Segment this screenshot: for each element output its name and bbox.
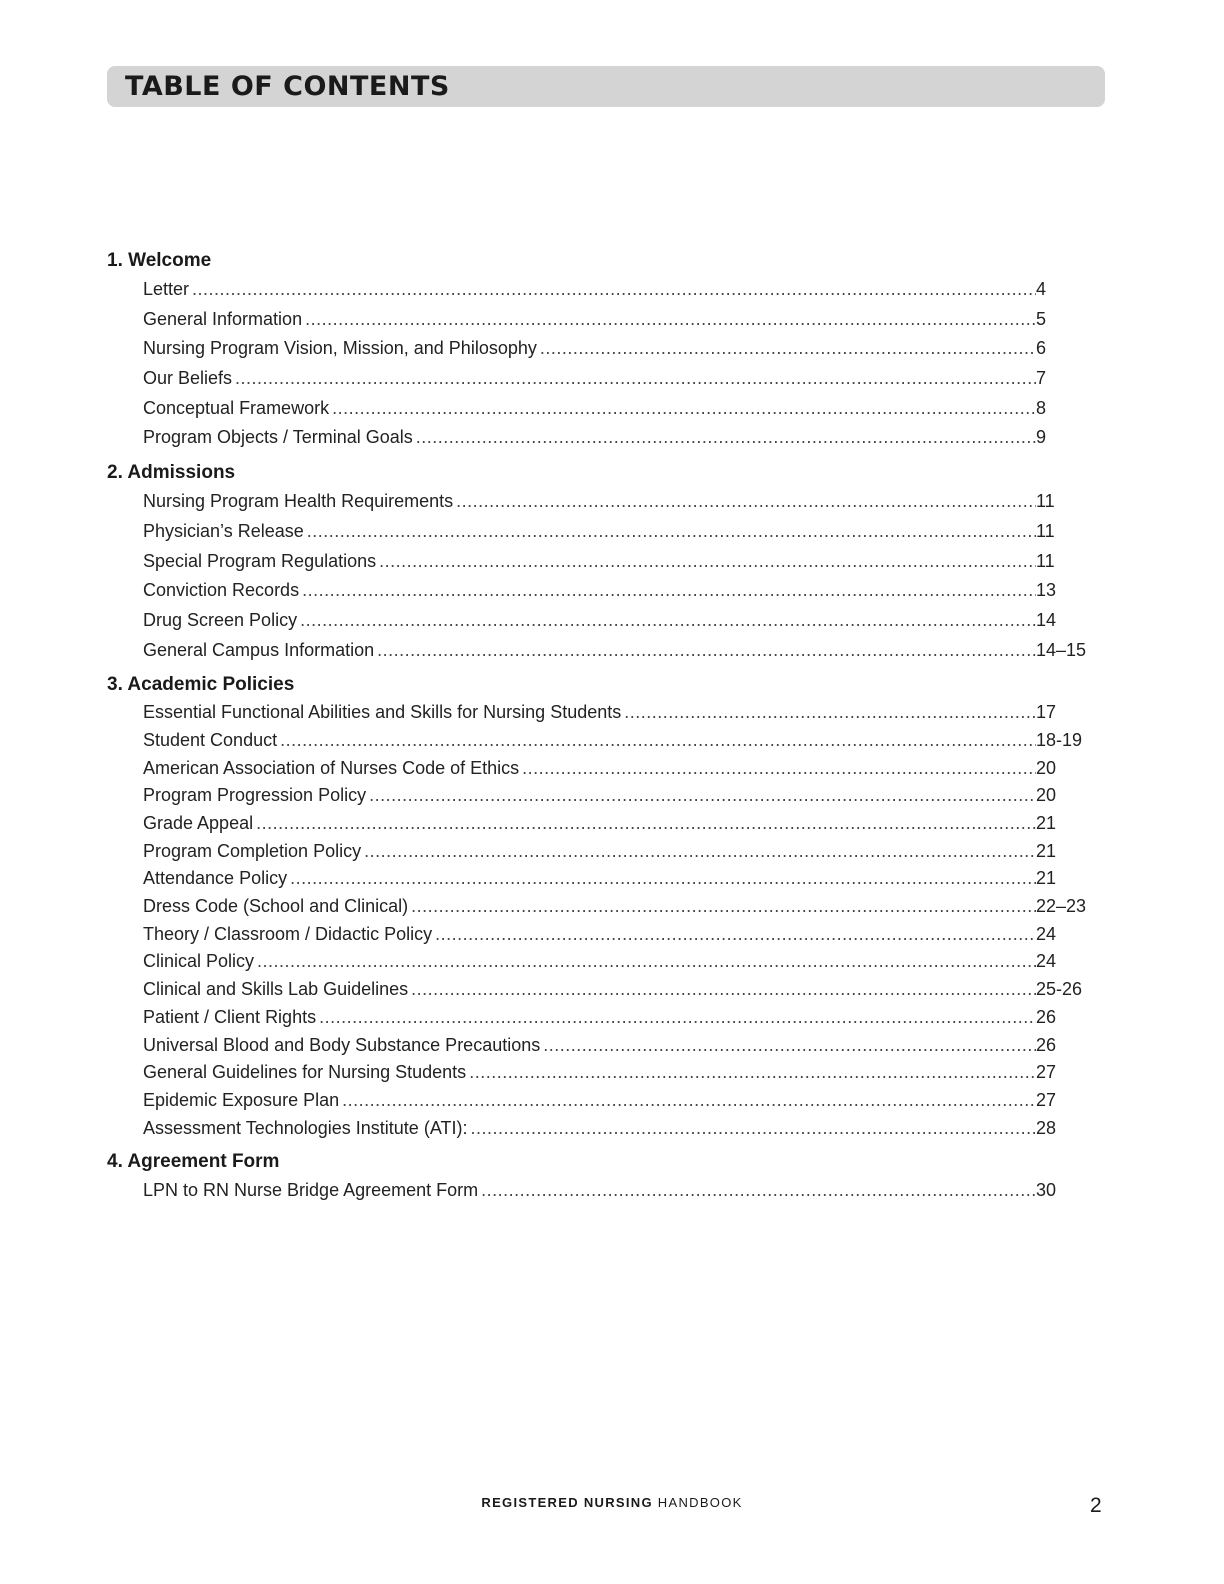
dot-leader [305,305,1036,335]
footer-title-bold: REGISTERED NURSING [481,1495,653,1510]
toc-entry-label: Letter [143,279,190,299]
toc-entry-label: Theory / Classroom / Didactic Policy [143,923,433,944]
toc-entry-page: 28 [1036,1117,1057,1138]
toc-entry-page: 26 [1036,1034,1057,1055]
toc-entry [143,334,1107,364]
toc-entry [143,487,1107,517]
toc-entry [143,394,1107,424]
toc-entry-label: Conceptual Framework [143,397,330,418]
toc-entry-page: 22–23 [1036,896,1087,917]
dot-leader [543,1032,1036,1060]
toc-entry-label: Nursing Program Vision, Mission, and Philosophy [143,338,537,359]
toc-entry [143,636,1107,666]
dot-leader [364,838,1036,866]
dot-leader [435,921,1036,949]
toc-entry [143,1059,1107,1087]
dot-leader [522,755,1036,783]
page-title: TABLE OF CONTENTS [125,71,450,102]
dot-leader [470,1115,1036,1143]
toc-entry [143,948,1107,976]
section-heading: 2. Admissions [107,462,236,484]
dot-leader [302,576,1036,606]
toc-entry [143,305,1107,335]
toc-entry [143,810,1107,838]
toc-entry-page: 17 [1036,702,1057,723]
toc-entry-page: 24 [1036,923,1057,944]
toc-entry [143,727,1107,755]
section-heading: 3. Academic Policies [107,674,295,696]
toc-entry-label: General Information [143,308,303,329]
dot-leader [379,547,1036,577]
dot-leader [300,606,1036,636]
toc-entry-label: Our Beliefs [143,368,233,389]
toc-entry [143,364,1107,394]
toc-entry [143,517,1107,547]
toc-entry-page: 14 [1036,609,1057,630]
toc-entry [143,921,1107,949]
toc-entry-page: 11 [1036,491,1055,512]
table-of-contents [107,247,1107,1212]
toc-entry-page: 7 [1036,368,1047,389]
toc-entry-label: Clinical and Skills Lab Guidelines [143,979,409,1000]
toc-entry-page: 11 [1036,520,1055,541]
toc-entry [143,606,1107,636]
toc-entry [143,838,1107,866]
toc-entry-page: 20 [1036,757,1057,778]
toc-entry-page: 4 [1036,279,1047,299]
toc-entry-list [143,1176,1107,1206]
toc-entry-label: Program Completion Policy [143,840,362,861]
dot-leader [290,865,1036,893]
toc-entry-label: Program Objects / Terminal Goals [143,427,413,448]
toc-entry [143,576,1107,606]
dot-leader [307,517,1036,547]
toc-entry-page: 6 [1036,338,1047,359]
toc-entry [143,865,1107,893]
toc-entry-label: Student Conduct [143,729,278,750]
dot-leader [624,699,1036,727]
toc-entry-page: 11 [1036,550,1055,571]
toc-entry-page: 13 [1036,580,1057,601]
toc-entry [143,1115,1107,1143]
toc-entry-label: General Campus Information [143,639,375,660]
toc-entry-label: Grade Appeal [143,813,254,833]
dot-leader [481,1176,1036,1206]
toc-entry-page: 30 [1036,1180,1057,1201]
toc-entry [143,1087,1107,1115]
toc-entry-page: 14–15 [1036,639,1087,660]
toc-entry-label: Patient / Client Rights [143,1006,317,1027]
toc-entry-label: LPN to RN Nurse Bridge Agreement Form [143,1180,479,1201]
dot-leader [257,948,1036,976]
toc-entry [143,275,1107,305]
dot-leader [369,782,1036,810]
toc-entry [143,782,1107,810]
section-heading: 4. Agreement Form [107,1151,280,1173]
toc-entry-page: 25-26 [1036,979,1083,1000]
toc-entry-label: Dress Code (School and Clinical) [143,896,409,917]
toc-section [107,459,1107,665]
toc-entry-label: Special Program Regulations [143,550,377,571]
toc-entry-page: 9 [1036,427,1047,448]
toc-entry-label: Attendance Policy [143,868,288,889]
toc-entry-page: 21 [1036,868,1057,889]
toc-entry-page: 21 [1036,840,1057,861]
toc-entry-label: Drug Screen Policy [143,609,298,630]
dot-leader [192,275,1036,305]
toc-entry-page: 8 [1036,397,1047,418]
dot-leader [280,727,1036,755]
dot-leader [256,810,1036,838]
toc-entry [143,1004,1107,1032]
toc-entry [143,699,1107,727]
section-heading: 1. Welcome [107,250,212,271]
dot-leader [456,487,1036,517]
toc-entry-page: 20 [1036,785,1057,806]
toc-entry [143,547,1107,577]
toc-section [107,671,1107,1142]
toc-entry-page: 24 [1036,951,1057,972]
dot-leader [319,1004,1036,1032]
footer-title [0,1495,1224,1510]
footer-title-regular: HANDBOOK [657,1495,743,1510]
toc-entry [143,1032,1107,1060]
toc-entry-page: 27 [1036,1062,1057,1083]
toc-entry-label: Assessment Technologies Institute (ATI): [143,1117,468,1138]
toc-entry-list [143,699,1107,1142]
dot-leader [540,334,1036,364]
toc-entry [143,1176,1107,1206]
toc-entry-label: Program Progression Policy [143,785,367,806]
toc-entry [143,423,1107,453]
toc-entry [143,755,1107,783]
toc-section [107,1148,1107,1206]
toc-entry-list [143,275,1107,453]
dot-leader [235,364,1036,394]
toc-entry-label: Nursing Program Health Requirements [143,491,454,512]
toc-entry-page: 21 [1036,813,1057,833]
dot-leader [411,893,1036,921]
toc-entry-label: Clinical Policy [143,951,255,972]
toc-entry-label: Physician’s Release [143,520,304,541]
toc-entry-page: 5 [1036,308,1047,329]
toc-entry-label: General Guidelines for Nursing Students [143,1062,467,1083]
toc-entry-label: Epidemic Exposure Plan [143,1089,340,1110]
toc-entry [143,893,1107,921]
toc-entry-page: 26 [1036,1006,1057,1027]
toc-entry-list [143,487,1107,665]
page-number: 2 [1090,1494,1102,1517]
toc-section [107,247,1107,453]
toc-entry-page: 18-19 [1036,729,1083,750]
dot-leader [411,976,1036,1004]
toc-entry [143,976,1107,1004]
dot-leader [342,1087,1036,1115]
toc-entry-label: Essential Functional Abilities and Skills for Nursing Students [143,702,622,723]
dot-leader [377,636,1036,666]
toc-entry-page: 27 [1036,1089,1057,1110]
toc-entry-label: American Association of Nurses Code of Ethics [143,757,520,778]
header-bar [107,66,1105,107]
dot-leader [416,423,1036,453]
dot-leader [332,394,1036,424]
toc-entry-label: Conviction Records [143,580,300,601]
toc-entry-label: Universal Blood and Body Substance Precautions [143,1034,541,1055]
dot-leader [469,1059,1036,1087]
